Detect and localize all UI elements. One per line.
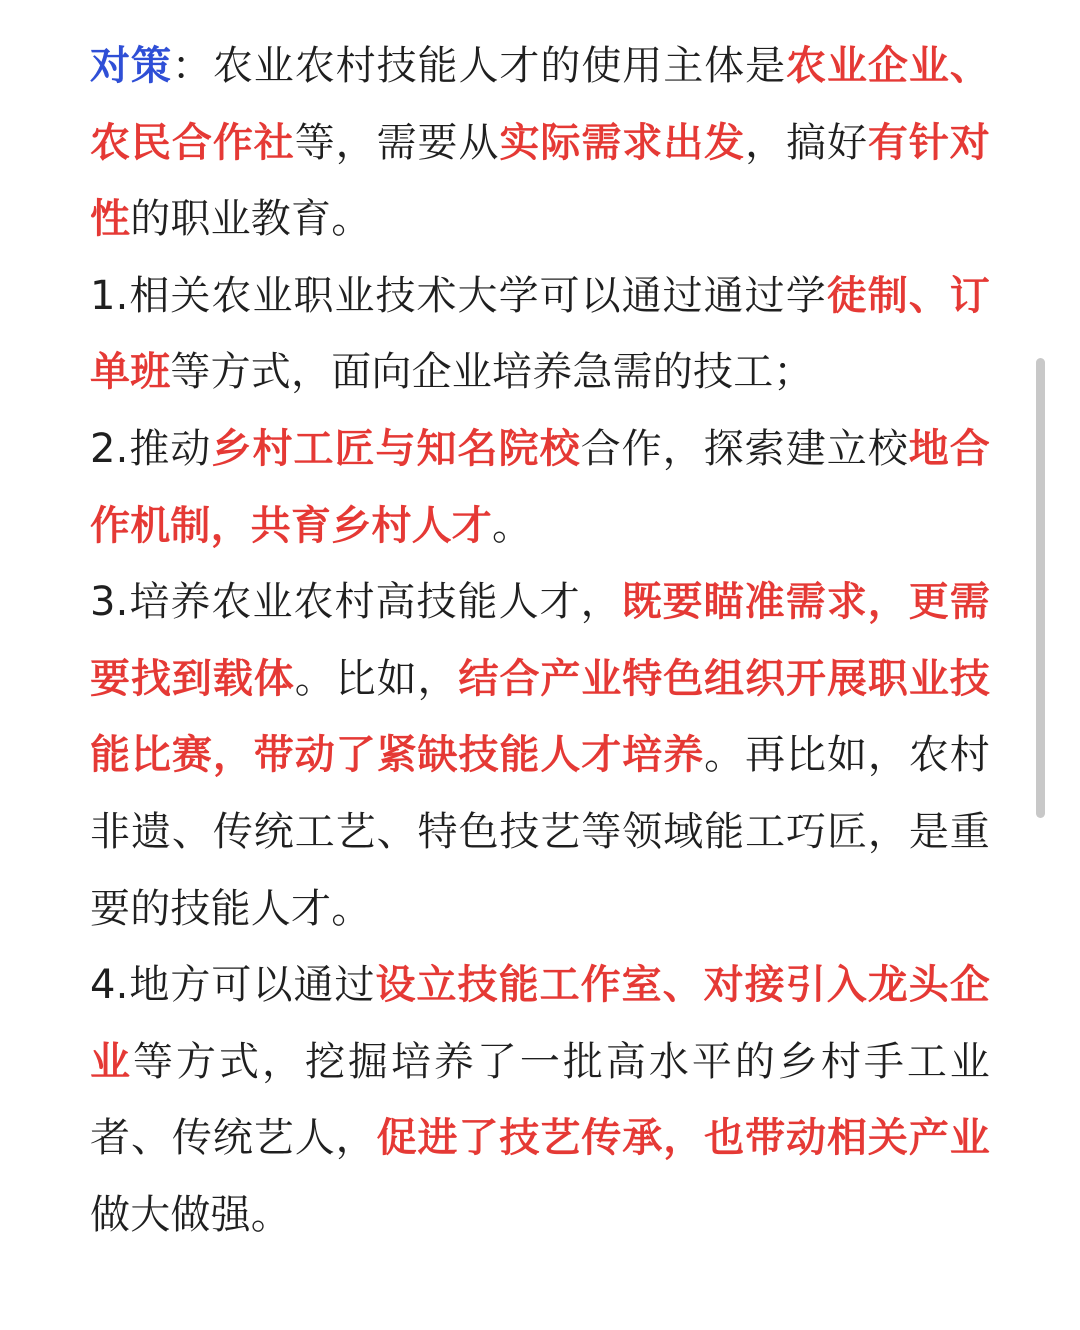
item-2-text-1: 2.推动 — [90, 425, 212, 472]
item-2-highlight-2: 地合作机制，共育乡村人才 — [90, 425, 990, 549]
item-3-paragraph — [90, 564, 990, 947]
item-2-paragraph — [90, 411, 990, 564]
intro-text-4: 的职业教育。 — [130, 196, 372, 243]
item-1-paragraph — [90, 258, 990, 411]
item-1-highlight-1: 徒制、订单班 — [90, 272, 990, 396]
vertical-scrollbar[interactable] — [1036, 358, 1045, 818]
item-3-text-2: 。比如， — [294, 655, 459, 702]
item-3-text-1: 3.培养农业农村高技能人才， — [90, 579, 622, 626]
item-4-text-2: 等方式，挖掘培养了一批高水平的乡村手工业者、传统艺人， — [90, 1038, 991, 1162]
intro-highlight-2: 实际需求出发 — [499, 119, 746, 166]
item-3-highlight-1: 既要瞄准需求，更需要找到载体 — [90, 579, 990, 702]
intro-text-1: 农业农村技能人才的使用主体是 — [212, 43, 787, 89]
countermeasure-paragraph — [90, 28, 990, 258]
intro-text-3: ，搞好 — [745, 119, 868, 166]
article-body — [90, 28, 990, 1254]
item-4-text-1: 4.地方可以通过 — [90, 962, 376, 1009]
intro-highlight-1: 农业企业、农民合作社 — [90, 43, 990, 166]
item-3-highlight-2: 结合产业特色组织开展职业技能比赛，带动了紧缺技能人才培养 — [90, 655, 991, 779]
item-4-highlight-1: 设立技能工作室、对接引入龙头企业 — [90, 962, 991, 1085]
countermeasure-label: 对策 — [90, 43, 172, 89]
item-2-text-2: 合作，探索建立校 — [580, 425, 909, 472]
item-4-highlight-2: 促进了技艺传承，也带动相关产业 — [376, 1115, 991, 1162]
item-4-paragraph — [90, 947, 990, 1253]
intro-highlight-3: 有针对性 — [90, 119, 991, 243]
intro-text-2: 等，需要从 — [294, 119, 500, 166]
item-1-text-2: 等方式，面向企业培养急需的技工； — [170, 349, 814, 396]
item-1-text-1: 1.相关农业职业技术大学可以通过通过学 — [90, 272, 827, 319]
item-2-highlight-1: 乡村工匠与知名院校 — [211, 425, 581, 472]
item-3-text-3: 。再比如，农村非遗、传统工艺、特色技艺等领域能工巧匠，是重要的技能人才。 — [90, 732, 990, 932]
label-colon: ： — [171, 43, 213, 89]
item-4-text-3: 做大做强。 — [90, 1191, 291, 1238]
item-2-text-3: 。 — [492, 502, 533, 549]
